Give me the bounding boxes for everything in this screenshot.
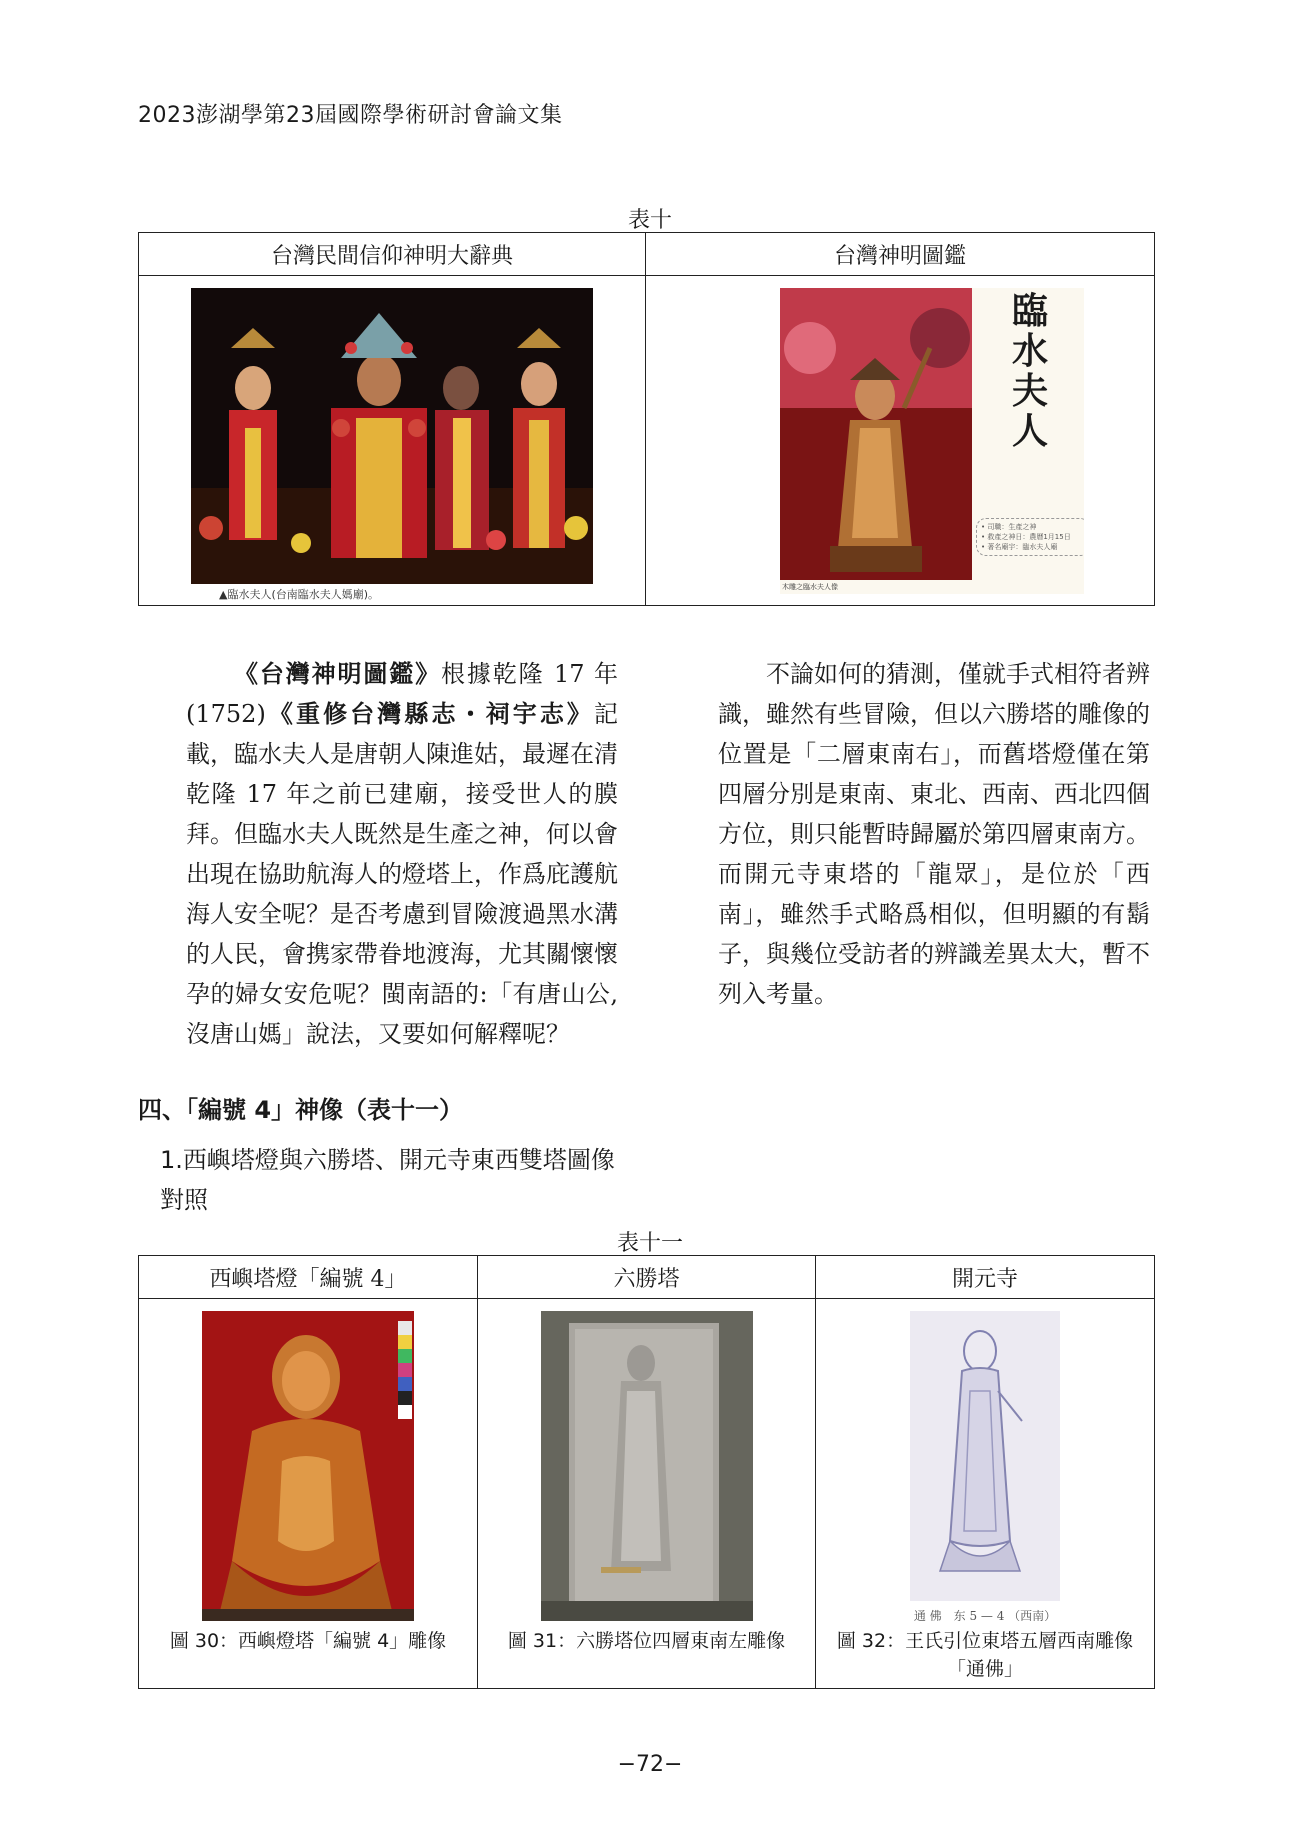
altar-figures-illustration [191, 288, 593, 584]
table-10-header-dictionary: 台灣民間信仰神明大辭典 [139, 233, 646, 276]
table-11 [138, 1255, 1155, 1689]
liusheng-statue-photo [541, 1311, 753, 1621]
section-subheading [160, 1140, 630, 1220]
page-number: −72− [617, 1752, 683, 1777]
deity-altar-photo [191, 288, 593, 584]
left-paragraph [186, 654, 618, 1054]
figure-32-caption: 圖 32：王氏引位東塔五層西南雕像「通佛」 [836, 1630, 1134, 1680]
right-body-column [718, 654, 1150, 1014]
left-paragraph-text-1: 根據乾隆 17 年(1752) [186, 660, 619, 728]
kaiyuan-rubbing-illustration [910, 1311, 1060, 1601]
table-11-header-kaiyuan: 開元寺 [816, 1256, 1155, 1299]
section-heading: 四、「編號 4」神像（表十一） [138, 1096, 464, 1124]
xiyu-statue-illustration [202, 1311, 414, 1621]
book-info-line: • 著名廟宇：臨水夫人廟 [981, 543, 1058, 551]
rubbing-label: 通 佛 东 5 — 4 （西南） [913, 1609, 1057, 1621]
table-10-caption: 表十 [627, 208, 672, 233]
altar-photo-caption: ▲臨水夫人(台南臨水夫人媽廟)。 [219, 588, 380, 601]
book-page-title: 臨水夫人 [1012, 291, 1049, 452]
right-paragraph: 不論如何的猜測，僅就手式相符者辨識，雖然有些冒險，但以六勝塔的雕像的位置是「二層東南右」，而舊塔燈僅在第四層分別是東南、東北、西南、西北四個方位，則只能暫時歸屬於第四層東南方。而開元寺東塔的「龍眾」，是位於「西南」，雖然手式略爲相似，但明顯的有鬍子，與幾位受訪者的辨識差異太大，暫不列入考量。 [718, 660, 1150, 1008]
liusheng-statue-illustration [541, 1311, 753, 1621]
xiyu-statue-photo [202, 1311, 414, 1621]
figure-31-caption: 圖 31：六勝塔位四層東南左雕像 [507, 1630, 786, 1652]
table-10 [138, 232, 1155, 606]
kaiyuan-rubbing-photo [910, 1311, 1060, 1621]
table-11-header-liusheng: 六勝塔 [478, 1256, 816, 1299]
table-10-header-illustrated-guide: 台灣神明圖鑑 [646, 233, 1155, 276]
running-header: 2023澎湖學第23屆國際學術研討會論文集 [138, 103, 563, 128]
book-info-box [976, 518, 1084, 556]
left-body-column [186, 654, 618, 1054]
book-info-line: • 救產之神日：農曆1月15日 [981, 533, 1071, 541]
table-10-cell-right [646, 276, 1155, 606]
book-title-emphasis: 《台灣神明圖鑑》 [234, 660, 441, 688]
figure-30-caption: 圖 30：西嶼燈塔「編號 4」雕像 [169, 1630, 447, 1652]
source-title-emphasis: 《重修台灣縣志・祠宇志》 [265, 700, 594, 728]
table-11-cell-kaiyuan [816, 1299, 1155, 1689]
table-10-cell-left [139, 276, 646, 606]
left-paragraph-text-2: 記載，臨水夫人是唐朝人陳進姑，最遲在清乾隆 17 年之前已建廟，接受世人的膜拜。但臨水夫人既然是生產之神，何以會出現在協助航海人的燈塔上，作爲庇護航海人安全呢？是否考慮到冒險渡過黑水溝的人民，會携家帶眷地渡海，尤其關懷懷孕的婦女安危呢？閩南語的:「有唐山公,沒唐山媽」說法，又要如何解釋呢？ [186, 700, 618, 1048]
book-info-line: • 司職：生產之神 [981, 523, 1037, 531]
subheading-text: 1.西嶼塔燈與六勝塔、開元寺東西雙塔圖像對照 [160, 1146, 615, 1214]
table-11-header-xiyu: 西嶼塔燈「編號 4」 [139, 1256, 478, 1299]
table-11-cell-xiyu [139, 1299, 478, 1689]
table-11-caption: 表十一 [616, 1231, 683, 1256]
table-11-cell-liusheng [478, 1299, 816, 1689]
illustrated-guide-page [780, 288, 1084, 594]
statue-photo-caption: 木雕之臨水夫人像 [782, 583, 838, 591]
